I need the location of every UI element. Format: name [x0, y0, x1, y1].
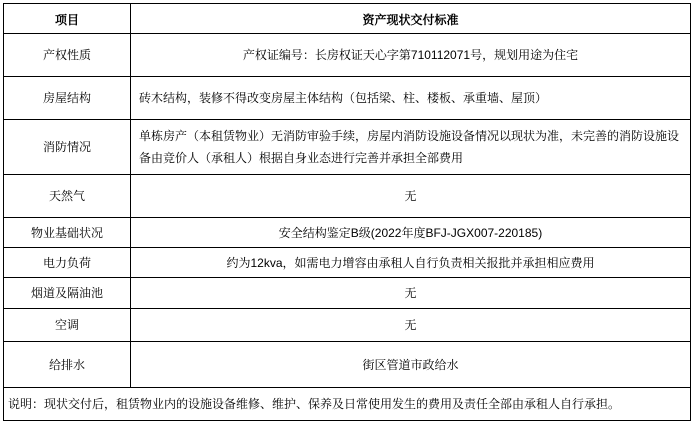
row-label: 物业基础状况: [4, 218, 131, 248]
table-row-fire-protection: [4, 120, 691, 175]
row-label: 空调: [4, 309, 131, 342]
column-header-item: 项目: [4, 4, 131, 34]
row-value: 无: [131, 278, 691, 309]
table-row-power-load: [4, 248, 691, 278]
row-value: 无: [131, 309, 691, 342]
table-row-flue-and-grease-trap: [4, 278, 691, 309]
row-value: 无: [131, 175, 691, 218]
table-row-property-rights: [4, 34, 691, 77]
row-label: 房屋结构: [4, 77, 131, 120]
table-row-natural-gas: [4, 175, 691, 218]
table-row-building-structure: [4, 77, 691, 120]
table-row-air-conditioning: [4, 309, 691, 342]
header-row: [4, 4, 691, 34]
row-value: 单栋房产（本租赁物业）无消防审验手续，房屋内消防设施设备情况以现状为准，未完善的消防设施设备由竞价人（承租人）根据自身业态进行完善并承担全部费用: [131, 120, 691, 175]
note-row: [4, 388, 691, 421]
row-label: 电力负荷: [4, 248, 131, 278]
asset-delivery-standard-table: [3, 3, 691, 421]
row-label: 烟道及隔油池: [4, 278, 131, 309]
note-text: 说明：现状交付后，租赁物业内的设施设备维修、维护、保养及日常使用发生的费用及责任全部由承租人自行承担。: [4, 388, 691, 421]
row-value: 街区管道市政给水: [131, 342, 691, 388]
row-label: 产权性质: [4, 34, 131, 77]
row-value: 砖木结构，装修不得改变房屋主体结构（包括梁、柱、楼板、承重墙、屋顶）: [131, 77, 691, 120]
column-header-delivery-standard: 资产现状交付标准: [131, 4, 691, 34]
row-label: 给排水: [4, 342, 131, 388]
row-value: 产权证编号：长房权证天心字第710112071号，规划用途为住宅: [131, 34, 691, 77]
table-row-water-supply-drainage: [4, 342, 691, 388]
row-label: 天然气: [4, 175, 131, 218]
row-label: 消防情况: [4, 120, 131, 175]
table-row-property-basic-condition: [4, 218, 691, 248]
row-value: 安全结构鉴定B级(2022年度BFJ-JGX007-220185): [131, 218, 691, 248]
row-value: 约为12kva，如需电力增容由承租人自行负责相关报批并承担相应费用: [131, 248, 691, 278]
